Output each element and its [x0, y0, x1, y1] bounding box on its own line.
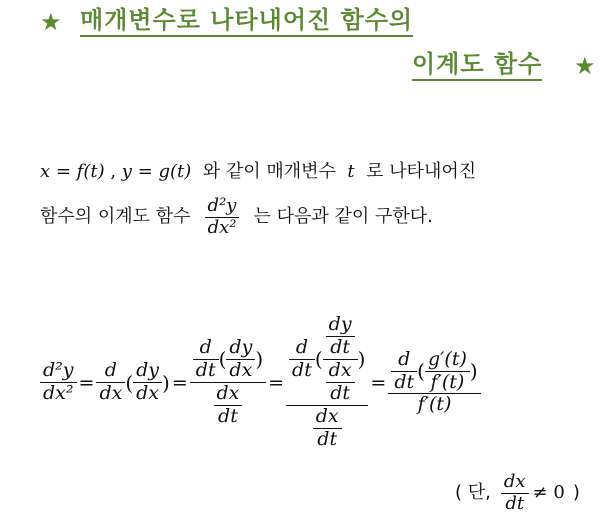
page-title-line2: 이계도 함수	[412, 50, 542, 81]
equals-sign: =	[370, 371, 387, 394]
fraction-d2y-dx2: $\frac{\text{d²y}}{\text{dx²}}$	[40, 360, 77, 405]
y-equals-g: y = g(t)	[121, 161, 192, 182]
equals-sign: =	[78, 371, 95, 394]
page-title-line1: 매개변수로 나타내어진 함수의	[80, 6, 413, 37]
x-equals-f: x = f(t)	[40, 161, 105, 182]
intro-text3: 함수의 이계도 함수	[40, 206, 191, 228]
intro-text1: 와 같이 매개변수	[202, 161, 336, 182]
intro-line1	[40, 160, 476, 184]
fraction-d-dx: $\frac{d}{dx}$	[96, 360, 125, 405]
intro-text2: 로 나타내어진	[366, 161, 477, 182]
note-close: )	[572, 482, 580, 504]
not-equal-zero: ≠ 0	[532, 482, 565, 504]
numerator: d²y	[207, 195, 237, 216]
second-derivative-formula: $\frac{\text{d²y}}{\text{dx²}}$ = $\frac{d}{dx}$ ( $\frac{dy}{dx}$ ) = $\frac{d}{dt}$ ( $\frac{dy}{dx}$ ) $\frac{dx}{dt}$ = $\frac{d}{dt}$ ( $\frac{\frac{dy}{dt}}{\frac{dx}{dt}}$ ) $\frac{dx}{dt}$ = $\frac{d}{dt}$ ( $\frac{g'(t)}{f'(t)}$ ) f′(t)	[40, 300, 481, 465]
fraction-dx-dt: $\frac{dx}{dt}$	[501, 472, 529, 514]
fraction-g-prime-f-prime: $\frac{d}{dt}$ ( $\frac{g'(t)}{f'(t)}$ ) f′(t)	[388, 349, 480, 417]
equals-sign: =	[171, 371, 188, 394]
note-open: ( 단,	[455, 482, 491, 504]
intro-line2	[40, 196, 433, 238]
comma: ,	[104, 161, 122, 182]
param-t: t	[347, 161, 355, 182]
equals-sign: =	[268, 371, 285, 394]
star-icon: ★	[40, 8, 62, 36]
condition-note	[455, 472, 580, 514]
fraction-chain-rule: $\frac{d}{dt}$ ( $\frac{dy}{dx}$ ) $\frac{dx}{dt}$	[190, 337, 266, 427]
fraction-d2y-dx2	[205, 196, 240, 238]
denominator: dx²	[207, 216, 237, 238]
star-icon: ★	[574, 52, 596, 80]
fraction-dy-dx: $\frac{dy}{dx}$	[133, 360, 162, 405]
intro-text4: 는 다음과 같이 구한다.	[253, 206, 433, 228]
fraction-parametric: $\frac{d}{dt}$ ( $\frac{\frac{dy}{dt}}{\frac{dx}{dt}}$ ) $\frac{dx}{dt}$	[286, 314, 368, 450]
